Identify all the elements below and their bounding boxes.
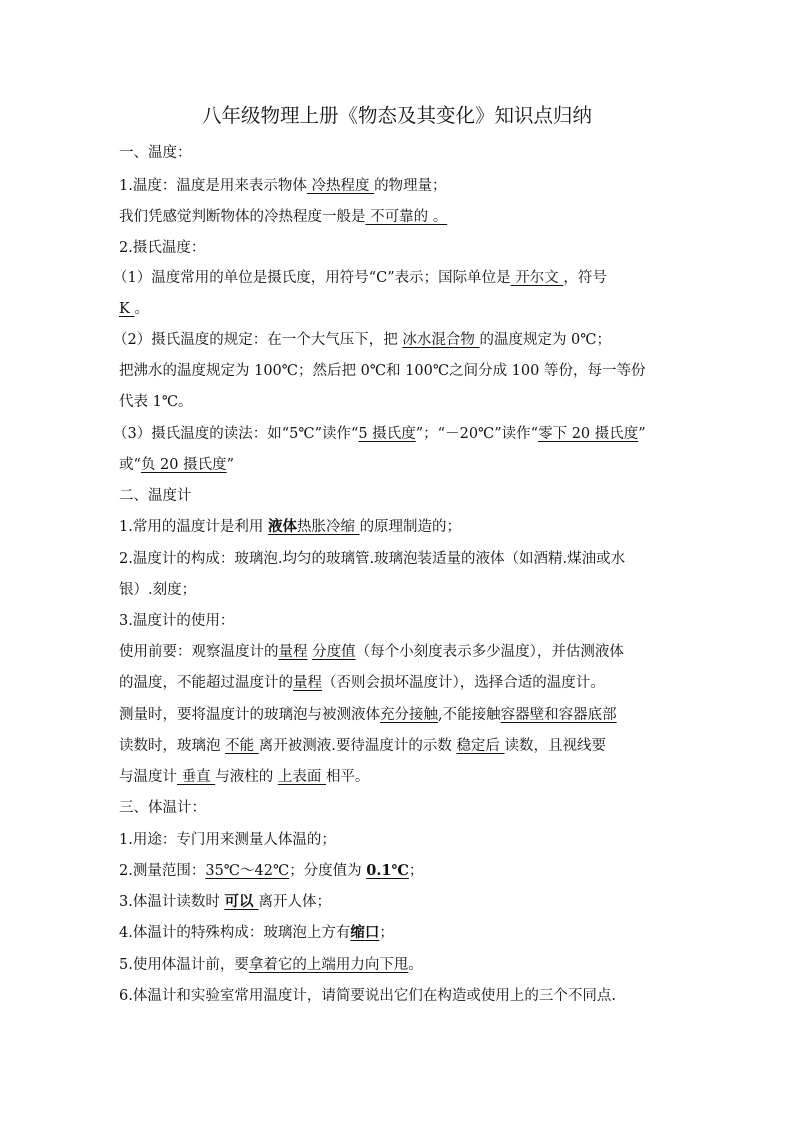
section-heading-thermometer: 二、温度计 bbox=[119, 488, 192, 504]
paragraph-line: 银）.刻度； bbox=[119, 582, 197, 598]
answer-blank: 容器壁和容器底部 bbox=[500, 707, 617, 723]
answer-blank: 垂直 bbox=[177, 769, 216, 785]
answer-blank: 不可靠的 。 bbox=[365, 209, 448, 225]
answer-blank: K bbox=[119, 301, 135, 317]
answer-blank: 量程 bbox=[293, 675, 322, 691]
section-heading-temperature: 一、温度： bbox=[119, 145, 192, 161]
paragraph-line: 读数时，玻璃泡 不能 离开被测液.要待温度计的示数 稳定后 读数，且视线要 bbox=[119, 738, 607, 754]
paragraph-line: 测量时，要将温度计的玻璃泡与被测液体充分接触,不能接触容器壁和容器底部 bbox=[119, 707, 617, 723]
paragraph-line: 代表 1℃。 bbox=[119, 394, 193, 410]
answer-blank: 冷热程度 bbox=[306, 178, 375, 194]
answer-blank: 5 摄氏度 bbox=[358, 426, 416, 442]
paragraph-line: 6.体温计和实验室常用温度计，请简要说出它们在构造或使用上的三个不同点. bbox=[119, 988, 616, 1004]
subheading-celsius: 2.摄氏温度： bbox=[119, 240, 206, 256]
answer-blank: 液体 bbox=[267, 518, 297, 535]
answer-blank: 缩口 bbox=[350, 924, 380, 941]
paragraph-line: 我们凭感觉判断物体的冷热程度一般是 不可靠的 。 bbox=[119, 209, 448, 225]
answer-blank: 稳定后 bbox=[456, 738, 505, 754]
paragraph-line: 2.测量范围：35℃～42℃；分度值为 0.1℃； bbox=[119, 862, 424, 879]
answer-blank: 开尔文 bbox=[510, 270, 564, 286]
paragraph-line: 4.体温计的特殊构成：玻璃泡上方有缩口； bbox=[119, 924, 394, 941]
answer-blank: 上表面 bbox=[277, 769, 326, 785]
section-heading-clinical-thermometer: 三、体温计： bbox=[119, 800, 206, 816]
answer-blank: 充分接触 bbox=[380, 707, 438, 723]
paragraph-line: （2）摄氏温度的规定：在一个大气压下，把 冰水混合物 的温度规定为 0℃； bbox=[113, 332, 612, 348]
paragraph-line: 或“负 20 摄氏度” bbox=[119, 457, 235, 473]
paragraph-line: 使用前要：观察温度计的量程 分度值（每个小刻度表示多少温度），并估测液体 bbox=[119, 644, 624, 660]
answer-blank: 0.1℃ bbox=[366, 862, 409, 879]
paragraph-line: 2.温度计的构成：玻璃泡.均匀的玻璃管.玻璃泡装适量的液体（如酒精.煤油或水 bbox=[119, 551, 626, 567]
answer-blank: 量程 bbox=[278, 644, 308, 660]
answer-blank: 热胀冷缩 bbox=[296, 519, 360, 535]
answer-blank: 不能 bbox=[225, 738, 259, 754]
answer-blank: 负 20 摄氏度 bbox=[140, 457, 227, 473]
paragraph-line: K 。 bbox=[119, 301, 149, 317]
answer-blank: 拿着它的上端用力向下甩 bbox=[248, 957, 409, 973]
paragraph-line: （1）温度常用的单位是摄氏度，用符号“C”表示；国际单位是 开尔文 ，符号 bbox=[113, 270, 607, 286]
answer-blank: 可以 bbox=[224, 893, 259, 910]
document-title: 八年级物理上册《物态及其变化》知识点归纳 bbox=[201, 104, 592, 127]
paragraph-line: 与温度计 垂直 与液柱的 上表面 相平。 bbox=[119, 769, 370, 785]
answer-blank: 35℃～42℃ bbox=[205, 863, 290, 879]
subheading-usage: 3.温度计的使用： bbox=[119, 613, 235, 629]
paragraph-line: 3.体温计读数时 可以 离开人体； bbox=[119, 893, 332, 910]
paragraph-line: 1.用途：专门用来测量人体温的； bbox=[119, 832, 336, 848]
answer-blank: 冰水混合物 bbox=[402, 332, 480, 348]
paragraph-line: 1.常用的温度计是利用 液体热胀冷缩 的原理制造的； bbox=[119, 518, 462, 535]
answer-blank: 分度值 bbox=[312, 644, 356, 660]
paragraph-line: 把沸水的温度规定为 100℃；然后把 0℃和 100℃之间分成 100 等份，每一等份 bbox=[119, 363, 646, 379]
paragraph-line: 1.温度：温度是用来表示物体 冷热程度 的物理量； bbox=[119, 178, 447, 194]
paragraph-line: 5.使用体温计前，要拿着它的上端用力向下甩。 bbox=[119, 957, 423, 973]
answer-blank: 零下 20 摄氏度 bbox=[538, 426, 639, 442]
paragraph-line: （3）摄氏温度的读法：如“5℃”读作“5 摄氏度”；“－20℃”读作“零下 20 摄氏度” bbox=[113, 426, 646, 442]
paragraph-line: 的温度，不能超过温度计的量程（否则会损坏温度计），选择合适的温度计。 bbox=[119, 675, 605, 691]
